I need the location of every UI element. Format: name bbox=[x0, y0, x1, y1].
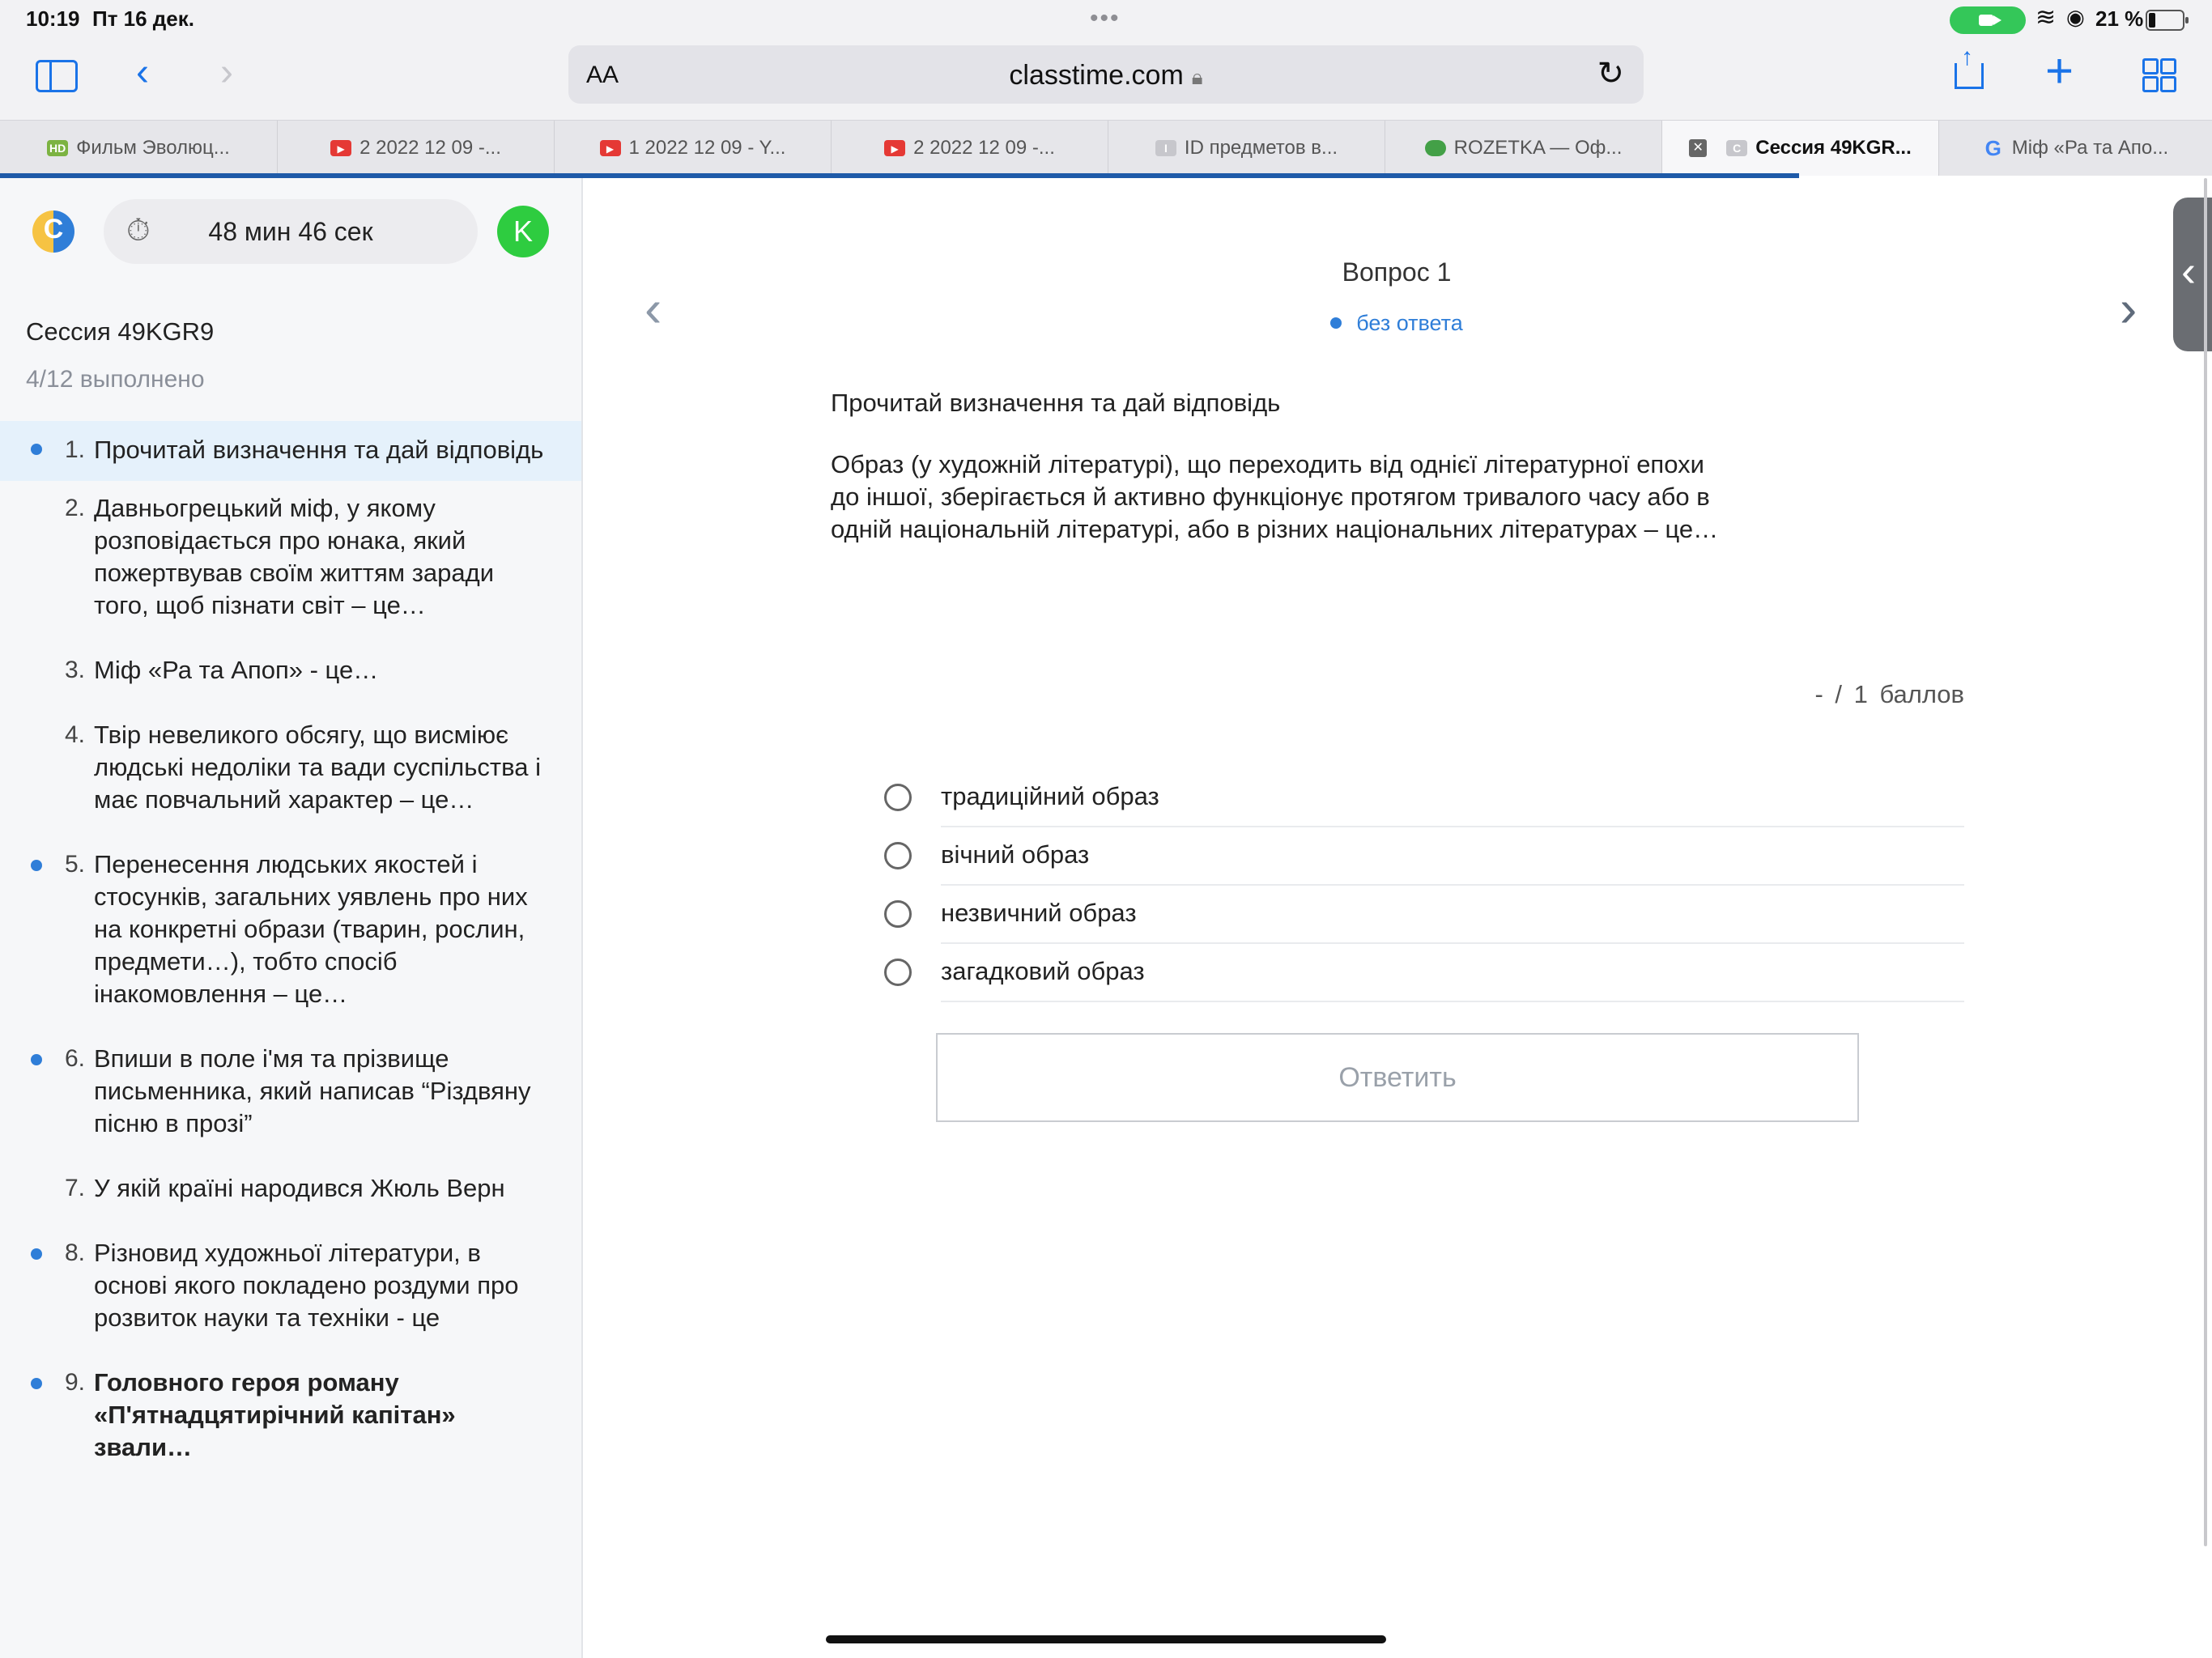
question-number: 1. bbox=[65, 436, 86, 463]
question-text: У якій країні народився Жюль Верн bbox=[94, 1174, 505, 1202]
tab-strip bbox=[0, 120, 2212, 176]
option-label[interactable]: незвичний образ bbox=[941, 899, 1964, 944]
question-number: 6. bbox=[65, 1045, 86, 1072]
question-item[interactable] bbox=[0, 1226, 581, 1355]
question-text: Міф «Ра та Апоп» - це… bbox=[94, 656, 379, 684]
radio-button[interactable] bbox=[884, 959, 912, 986]
session-progress: 4/12 выполнено bbox=[26, 366, 205, 393]
address-bar[interactable] bbox=[568, 45, 1644, 104]
option-label[interactable]: загадковий образ bbox=[941, 957, 1964, 1002]
option-label[interactable]: вічний образ bbox=[941, 840, 1964, 886]
question-number: 2. bbox=[65, 495, 86, 521]
answer-status: без ответа bbox=[1214, 311, 1579, 336]
question-text: Давньогрецький міф, у якому розповідається про юнака, який пожертвував своїм життям заради того, щоб пізнати світ – це… bbox=[94, 494, 495, 619]
submit-answer-button[interactable]: Ответить bbox=[936, 1033, 1859, 1122]
tab-label: Міф «Ра та Апо... bbox=[2011, 137, 2169, 159]
scrollbar[interactable] bbox=[2204, 178, 2207, 1546]
answer-option[interactable] bbox=[884, 894, 1964, 952]
battery-percent: 21 % bbox=[2095, 6, 2144, 31]
forward-icon[interactable]: › bbox=[220, 51, 233, 94]
question-text: Головного героя роману «П'ятнадцятирічний капітан» звали… bbox=[94, 1368, 456, 1461]
question-item[interactable] bbox=[0, 1161, 581, 1226]
question-number: 3. bbox=[65, 657, 86, 683]
youtube-icon bbox=[884, 140, 905, 156]
browser-tab-active[interactable] bbox=[1662, 121, 1939, 176]
share-icon[interactable]: ↑ bbox=[1955, 53, 1984, 86]
next-question-icon[interactable]: › bbox=[2120, 279, 2138, 338]
tab-label: 2 2022 12 09 -... bbox=[913, 137, 1055, 159]
question-text: Перенесення людських якостей і стосунків, загальних уявлень про них на конкретні образи (тварин, рослин, предмети…), тобто спосіб інакомовлення – це… bbox=[94, 850, 528, 1008]
tab-label: Фильм Эволюц... bbox=[76, 137, 230, 159]
question-text: Впиши в поле і'мя та прізвище письменника, який написав “Різдвяну пісню в прозі” bbox=[94, 1044, 531, 1137]
question-item[interactable] bbox=[0, 708, 581, 837]
new-tab-icon[interactable]: + bbox=[2045, 44, 2074, 98]
browser-tab[interactable] bbox=[832, 121, 1108, 176]
browser-tab[interactable] bbox=[0, 121, 278, 176]
answered-dot-icon bbox=[31, 860, 42, 871]
tab-label: 1 2022 12 09 - Y... bbox=[628, 137, 786, 159]
timer-pill bbox=[104, 199, 478, 264]
rotation-lock-icon: ◉ bbox=[2066, 5, 2085, 29]
question-number: 4. bbox=[65, 721, 86, 748]
question-number: 8. bbox=[65, 1239, 86, 1266]
radio-button[interactable] bbox=[884, 784, 912, 811]
answered-dot-icon bbox=[31, 1248, 42, 1260]
tab-favicon-icon: HD bbox=[47, 140, 68, 156]
answer-option[interactable] bbox=[884, 777, 1964, 835]
answered-dot-icon bbox=[31, 1054, 42, 1065]
tab-label: ROZETKA — Оф... bbox=[1453, 137, 1623, 159]
question-item[interactable] bbox=[0, 1355, 581, 1485]
close-tab-icon[interactable]: ✕ bbox=[1689, 139, 1707, 157]
browser-tab[interactable] bbox=[1108, 121, 1385, 176]
url-text: classtime.com bbox=[1009, 60, 1184, 91]
tab-favicon-icon: I bbox=[1155, 140, 1176, 156]
tab-favicon-icon: C bbox=[1726, 140, 1747, 156]
camera-in-use-icon bbox=[1950, 6, 2026, 34]
lock-icon: 🔒︎ bbox=[1191, 65, 1203, 89]
question-text: Різновид художньої літератури, в основі якого покладено роздуми про розвиток науки та техніки - це bbox=[94, 1239, 519, 1332]
question-text: Прочитай визначення та дай відповідь bbox=[94, 436, 544, 464]
avatar[interactable]: K bbox=[497, 206, 549, 257]
browser-tab[interactable] bbox=[555, 121, 832, 176]
status-date: Пт 16 дек. bbox=[92, 6, 194, 31]
radio-button[interactable] bbox=[884, 900, 912, 928]
youtube-icon bbox=[330, 140, 351, 156]
question-number: 9. bbox=[65, 1369, 86, 1396]
answer-options bbox=[884, 777, 1964, 1010]
wifi-icon: ≋ bbox=[2035, 4, 2057, 31]
browser-toolbar bbox=[0, 39, 2212, 120]
question-item[interactable] bbox=[0, 837, 581, 1031]
browser-tab[interactable] bbox=[1385, 121, 1662, 176]
question-item[interactable] bbox=[0, 481, 581, 643]
sidebar-toggle-icon[interactable] bbox=[36, 60, 78, 92]
chevron-left-icon: ‹ bbox=[2181, 247, 2196, 295]
question-body: Образ (у художній літературі), що переходить від однієї літературної епохи до іншої, зберігається й активно функціонує протягом тривалого часу або в одній національній літературі, або в різних національних літературах – це… bbox=[831, 450, 1719, 543]
browser-tab[interactable] bbox=[278, 121, 555, 176]
battery-icon bbox=[2146, 10, 2184, 31]
tab-label: ID предметов в... bbox=[1184, 137, 1338, 159]
previous-question-icon[interactable]: ‹ bbox=[644, 279, 662, 338]
session-sidebar bbox=[0, 178, 583, 1658]
answer-option[interactable] bbox=[884, 835, 1964, 894]
status-bar bbox=[0, 0, 2212, 39]
stopwatch-icon: ⏱︎ bbox=[126, 214, 151, 248]
question-item[interactable] bbox=[0, 1031, 581, 1161]
rozetka-icon bbox=[1425, 140, 1446, 156]
reload-icon[interactable]: ↻ bbox=[1597, 56, 1624, 91]
tab-label: Сессия 49KGR... bbox=[1755, 137, 1912, 159]
multitasking-dots-icon[interactable]: ••• bbox=[1090, 5, 1121, 32]
browser-tab[interactable] bbox=[1939, 121, 2212, 176]
youtube-icon bbox=[600, 140, 621, 156]
question-number: 7. bbox=[65, 1175, 86, 1201]
question-number: 5. bbox=[65, 851, 86, 878]
question-item[interactable] bbox=[0, 421, 581, 481]
question-item[interactable] bbox=[0, 643, 581, 708]
option-label[interactable]: традиційний образ bbox=[941, 782, 1964, 827]
question-heading: Вопрос 1 bbox=[1342, 257, 1452, 287]
tab-label: 2 2022 12 09 -... bbox=[359, 137, 501, 159]
answered-dot-icon bbox=[31, 444, 42, 455]
status-time: 10:19 bbox=[26, 6, 80, 31]
points-label: - / 1 баллов bbox=[1814, 680, 1964, 708]
back-icon[interactable]: ‹ bbox=[136, 51, 149, 94]
radio-button[interactable] bbox=[884, 842, 912, 869]
question-text: Твір невеликого обсягу, що висміює людські недоліки та вади суспільства і має повчальний характер – це… bbox=[94, 721, 541, 814]
home-indicator[interactable] bbox=[826, 1635, 1386, 1643]
google-icon: G bbox=[1984, 136, 2001, 160]
answer-option[interactable] bbox=[884, 952, 1964, 1010]
classtime-logo-icon[interactable] bbox=[32, 210, 74, 253]
question-instruction: Прочитай визначення та дай відповідь bbox=[831, 389, 1281, 417]
answered-dot-icon bbox=[31, 1378, 42, 1389]
session-title: Сессия 49KGR9 bbox=[26, 317, 215, 346]
timer-text: 48 мин 46 сек bbox=[208, 217, 373, 246]
question-list bbox=[0, 421, 581, 1485]
tab-overview-icon[interactable] bbox=[2142, 58, 2175, 91]
reader-text-size-button[interactable]: AA bbox=[586, 62, 619, 88]
